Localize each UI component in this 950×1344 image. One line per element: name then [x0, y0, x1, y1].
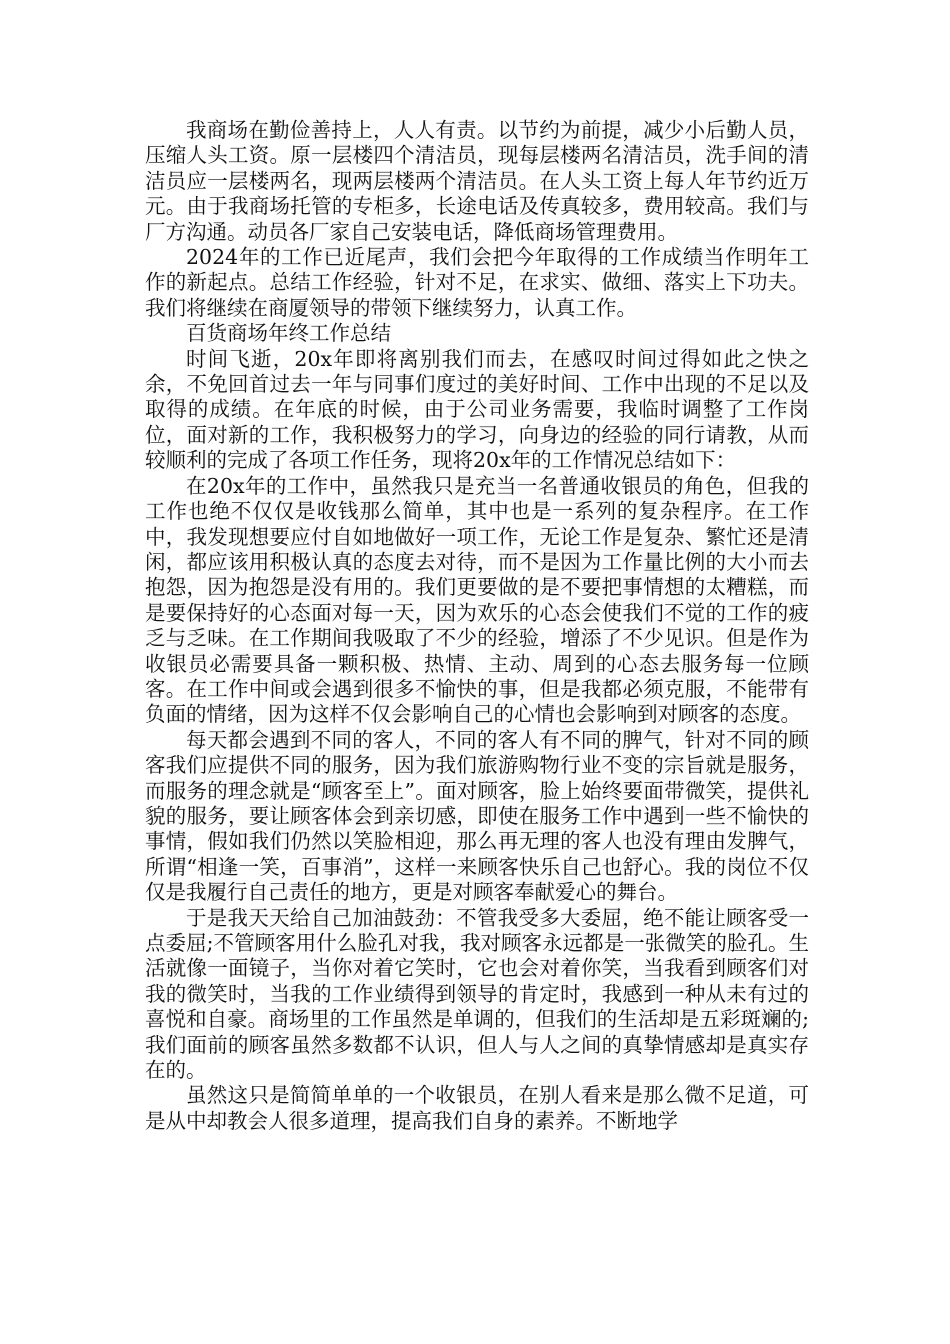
paragraph: 于是我天天给自己加油鼓劲：不管我受多大委屈，绝不能让顾客受一点委屈;不管顾客用什么脸孔对我，我对顾客永远都是一张微笑的脸孔。生活就像一面镜子，当你对着它笑时，它也会对着你笑，当我看到顾客们对我的微笑时，当我的工作业绩得到领导的肯定时，我感到一种从未有过的喜悦和自豪。商场里的工作虽然是单调的，但我们的生活却是五彩斑斓的;我们面前的顾客虽然多数都不认识，但人与人之间的真挚情感却是真实存在的。 [145, 905, 809, 1083]
paragraph: 虽然这只是简简单单的一个收银员，在别人看来是那么微不足道，可是从中却教会人很多道理，提高我们自身的素养。不断地学 [145, 1083, 809, 1133]
paragraph: 2024年的工作已近尾声，我们会把今年取得的工作成绩当作明年工作的新起点。总结工作经验，针对不足，在求实、做细、落实上下功夫。我们将继续在商厦领导的带领下继续努力，认真工作。 [145, 245, 809, 320]
paragraph: 时间飞逝，20x年即将离别我们而去，在感叹时间过得如此之快之余，不免回首过去一年与同事们度过的美好时间、工作中出现的不足以及取得的成绩。在年底的时候，由于公司业务需要，我临时调整了工作岗位，面对新的工作，我积极努力的学习，向身边的经验的同行请教，从而较顺利的完成了各项工作任务，现将20x年的工作情况总结如下： [145, 346, 809, 473]
paragraph: 我商场在勤俭善持上，人人有责。以节约为前提，减少小后勤人员，压缩人头工资。原一层楼四个清洁员，现每层楼两名清洁员，洗手间的清洁员应一层楼两名，现两层楼两个清洁员。在人头工资上每人年节约近万元。由于我商场托管的专柜多，长途电话及传真较多，费用较高。我们与厂方沟通。动员各厂家自己安装电话，降低商场管理费用。 [145, 118, 809, 244]
paragraph: 在20x年的工作中，虽然我只是充当一名普通收银员的角色，但我的工作也绝不仅仅是收钱那么简单，其中也是一系列的复杂程序。在工作中，我发现想要应付自如地做好一项工作，无论工作是复杂、繁忙还是清闲，都应该用积极认真的态度去对待，而不是因为工作量比例的大小而去抱怨，因为抱怨是没有用的。我们更要做的是不要把事情想的太糟糕，而是要保持好的心态面对每一天，因为欢乐的心态会使我们不觉的工作的疲乏与乏味。在工作期间我吸取了不少的经验，增添了不少见识。但是作为收银员必需要具备一颗积极、热情、主动、周到的心态去服务每一位顾客。在工作中间或会遇到很多不愉快的事，但是我都必须克服，不能带有负面的情绪，因为这样不仅会影响自己的心情也会影响到对顾客的态度。 [145, 473, 809, 727]
section-heading: 百货商场年终工作总结 [186, 321, 391, 346]
paragraph: 每天都会遇到不同的客人，不同的客人有不同的脾气，针对不同的顾客我们应提供不同的服务，因为我们旅游购物行业不变的宗旨就是服务，而服务的理念就是“顾客至上”。面对顾客，脸上始终要面带微笑，提供礼貌的服务，要让顾客体会到亲切感，即使在服务工作中遇到一些不愉快的事情，假如我们仍然以笑脸相迎，那么再无理的客人也没有理由发脾气，所谓“相逢一笑，百事消”，这样一来顾客快乐自己也舒心。我的岗位不仅仅是我履行自己责任的地方，更是对顾客奉献爱心的舞台。 [145, 727, 809, 905]
document-page [145, 118, 809, 1134]
